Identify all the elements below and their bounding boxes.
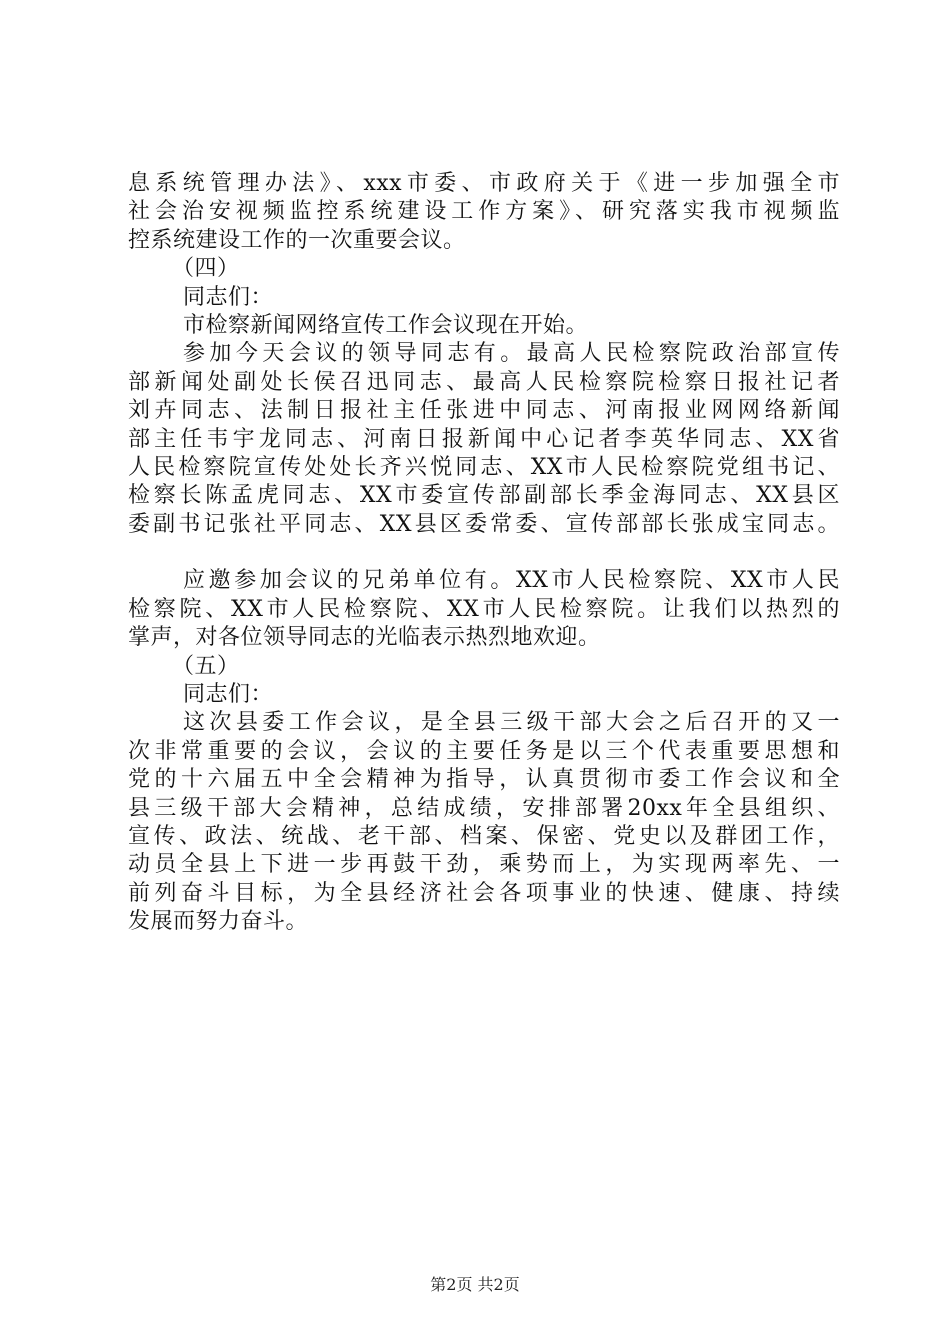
text-line: 发展而努力奋斗。 [128, 909, 309, 935]
salutation: 同志们： [183, 284, 274, 310]
text-line: 县三级干部大会精神，总结成绩，安排部署20xx年全县组织、 [128, 795, 840, 821]
text-line: 应邀参加会议的兄弟单位有。XX市人民检察院、XX市人民 [183, 568, 840, 594]
paragraph-gap [128, 539, 840, 567]
text-line: 市检察新闻网络宣传工作会议现在开始。 [183, 312, 589, 338]
text-line: 参加今天会议的领导同志有。最高人民检察院政治部宣传 [183, 341, 840, 367]
text-line: 部主任韦宇龙同志、河南日报新闻中心记者李英华同志、XX省 [128, 426, 840, 452]
text-line: 部新闻处副处长侯召迅同志、最高人民检察院检察日报社记者 [128, 369, 840, 395]
text-line: 宣传、政法、统战、老干部、档案、保密、党史以及群团工作， [128, 823, 840, 849]
section-heading: （五） [172, 653, 240, 679]
text-line: 人民检察院宣传处处长齐兴悦同志、XX市人民检察院党组书记、 [128, 454, 840, 480]
document-body [128, 170, 840, 937]
text-line: 党的十六届五中全会精神为指导，认真贯彻市委工作会议和全 [128, 767, 840, 793]
text-line: 委副书记张社平同志、XX县区委常委、宣传部部长张成宝同志。 [128, 511, 840, 537]
section-heading: （四） [172, 256, 240, 282]
text-line: 这次县委工作会议，是全县三级干部大会之后召开的又一 [183, 710, 840, 736]
text-line: 前列奋斗目标，为全县经济社会各项事业的快速、健康、持续 [128, 880, 840, 906]
page-number-footer: 第2页 共2页 [430, 1275, 520, 1294]
text-line: 刘卉同志、法制日报社主任张进中同志、河南报业网网络新闻 [128, 398, 840, 424]
salutation: 同志们： [183, 682, 274, 708]
text-line: 掌声，对各位领导同志的光临表示热烈地欢迎。 [128, 625, 601, 651]
text-line: 社会治安视频监控系统建设工作方案》、研究落实我市视频监 [128, 199, 840, 225]
text-line: 检察院、XX市人民检察院、XX市人民检察院。让我们以热烈的 [128, 596, 840, 622]
text-line: 检察长陈孟虎同志、XX市委宣传部副部长季金海同志、XX县区 [128, 483, 840, 509]
text-line: 次非常重要的会议，会议的主要任务是以三个代表重要思想和 [128, 738, 840, 764]
text-line: 控系统建设工作的一次重要会议。 [128, 227, 466, 253]
text-line: 息系统管理办法》、xxx市委、市政府关于《进一步加强全市 [128, 171, 840, 196]
text-line: 动员全县上下进一步再鼓干劲，乘势而上，为实现两率先、一 [128, 852, 840, 878]
